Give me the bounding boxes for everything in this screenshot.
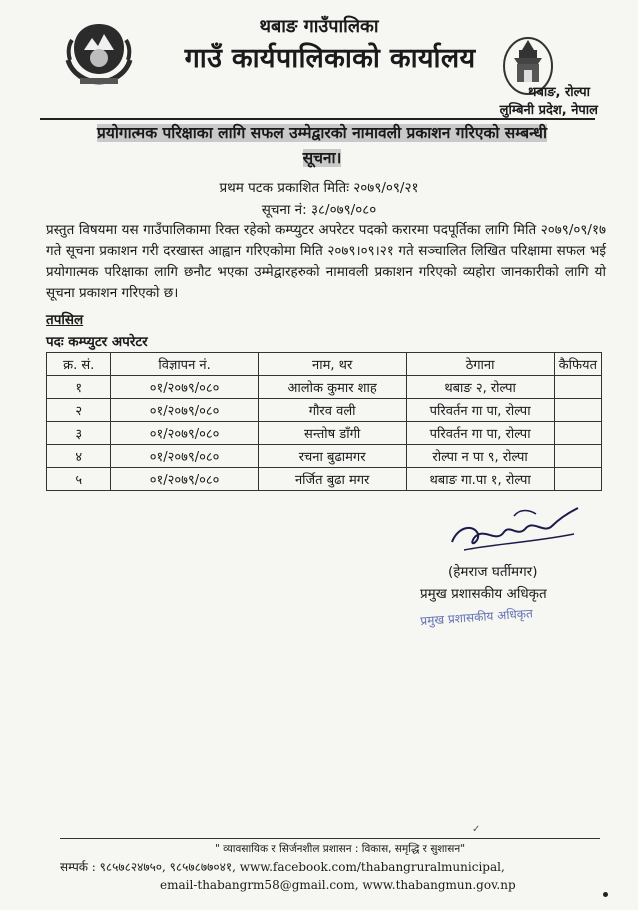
official-stamp xyxy=(414,598,574,628)
cell-name: नर्जित बुढा मगर xyxy=(258,468,406,491)
cell-serial: २ xyxy=(47,399,111,422)
cell-ad-number: ०१/२०७९/०८० xyxy=(111,399,258,422)
cell-address: परिवर्तन गा पा, रोल्पा xyxy=(406,422,554,445)
notice-body: प्रस्तुत विषयमा यस गाउँपालिकामा रिक्त रहेको कम्प्युटर अपरेटर पदको करारमा पदपूर्तिका लागि मिति २०७९/०९/१७ गते सूचना प्रकाशन गरी दरखास्त आह्वान गरिएकोमा मिति २०७९।०९।२१ गते सञ्चालित लिखित परिक्षामा सफल भई प्रयोगात्मक परिक्षाका लागि छनौट भएका उम्मेद्वारहरुको नामावली प्रकाशन गरिएको व्यहोरा जानकारीको लागि यो सूचना प्रकाशन गरिएको छ। xyxy=(46,222,606,301)
col-name: नाम, थर xyxy=(258,353,406,376)
cell-address: रोल्पा न पा ९, रोल्पा xyxy=(406,445,554,468)
address-province: लुम्बिनी प्रदेश, नेपाल xyxy=(499,103,598,118)
table-row xyxy=(47,445,602,468)
signature-image xyxy=(444,498,584,558)
cell-serial: ४ xyxy=(47,445,111,468)
cell-serial: ५ xyxy=(47,468,111,491)
cell-ad-number: ०१/२०७९/०८० xyxy=(111,422,258,445)
col-remarks: कैफियत xyxy=(554,353,601,376)
cell-name: रचना बुढामगर xyxy=(258,445,406,468)
published-date: प्रथम पटक प्रकाशित मितिः २०७९/०९/२१ xyxy=(219,180,419,196)
cell-address: थबाङ २, रोल्पा xyxy=(406,376,554,399)
footer-motto: " व्यावसायिक र सिर्जनशील प्रशासन : विकास, समृद्धि र सुशासन" xyxy=(214,843,466,855)
signatory-title: प्रमुख प्रशासकीय अधिकृत xyxy=(420,586,547,602)
footer-divider xyxy=(60,838,600,839)
cell-address: थबाङ गा.पा १, रोल्पा xyxy=(406,468,554,491)
cell-remarks xyxy=(554,468,601,491)
table-header-row xyxy=(47,353,602,376)
cell-remarks xyxy=(554,445,601,468)
cell-name: सन्तोष डाँगी xyxy=(258,422,406,445)
scan-dot xyxy=(603,892,608,897)
candidates-table xyxy=(46,352,602,491)
cell-ad-number: ०१/२०७९/०८० xyxy=(111,376,258,399)
signatory-name: (हेमराज घर्तीमगर) xyxy=(448,564,538,580)
cell-serial: १ xyxy=(47,376,111,399)
cell-name: आलोक कुमार शाह xyxy=(258,376,406,399)
footer-contact-line-1: सम्पर्क : ९८५७८२४७५०, ९८५७८७७०४१, www.facebook.com/thabangruralmunicipal, xyxy=(60,860,505,874)
subject-line-2: सूचना। xyxy=(302,149,342,167)
table-row xyxy=(47,376,602,399)
table-row xyxy=(47,399,602,422)
table-row xyxy=(47,468,602,491)
col-address: ठेगाना xyxy=(406,353,554,376)
cell-remarks xyxy=(554,422,601,445)
office-name: गाउँ कार्यपालिकाको कार्यालय xyxy=(184,43,476,74)
notice-subject xyxy=(52,121,592,171)
table-row xyxy=(47,422,602,445)
cell-remarks xyxy=(554,399,601,422)
col-serial: क्र. सं. xyxy=(47,353,111,376)
footer-contact-line-2: email-thabangrm58@gmail.com, www.thabangmun.gov.np xyxy=(160,878,516,892)
col-ad-number: विज्ञापन नं. xyxy=(111,353,258,376)
header-divider xyxy=(40,118,595,120)
scan-mark: ✓ xyxy=(472,824,481,835)
cell-ad-number: ०१/२०७९/०८० xyxy=(111,445,258,468)
cell-remarks xyxy=(554,376,601,399)
subject-line-1: प्रयोगात्मक परिक्षाका लागि सफल उम्मेद्वारको नामावली प्रकाशन गरिएको सम्बन्धी xyxy=(97,124,547,142)
notice-number: सूचना नं: ३८/०७९/०८० xyxy=(261,202,377,218)
cell-ad-number: ०१/२०७९/०८० xyxy=(111,468,258,491)
tapsil-heading: तपसिल xyxy=(46,312,84,328)
cell-address: परिवर्तन गा पा, रोल्पा xyxy=(406,399,554,422)
cell-name: गौरव वली xyxy=(258,399,406,422)
address-district: थबाङ, रोल्पा xyxy=(528,85,590,100)
municipality-name: थबाङ गाउँपालिका xyxy=(259,16,379,37)
post-title: पदः कम्प्युटर अपरेटर xyxy=(46,334,148,350)
cell-serial: ३ xyxy=(47,422,111,445)
stamp-text: प्रमुख प्रशासकीय अधिकृत xyxy=(419,606,534,628)
